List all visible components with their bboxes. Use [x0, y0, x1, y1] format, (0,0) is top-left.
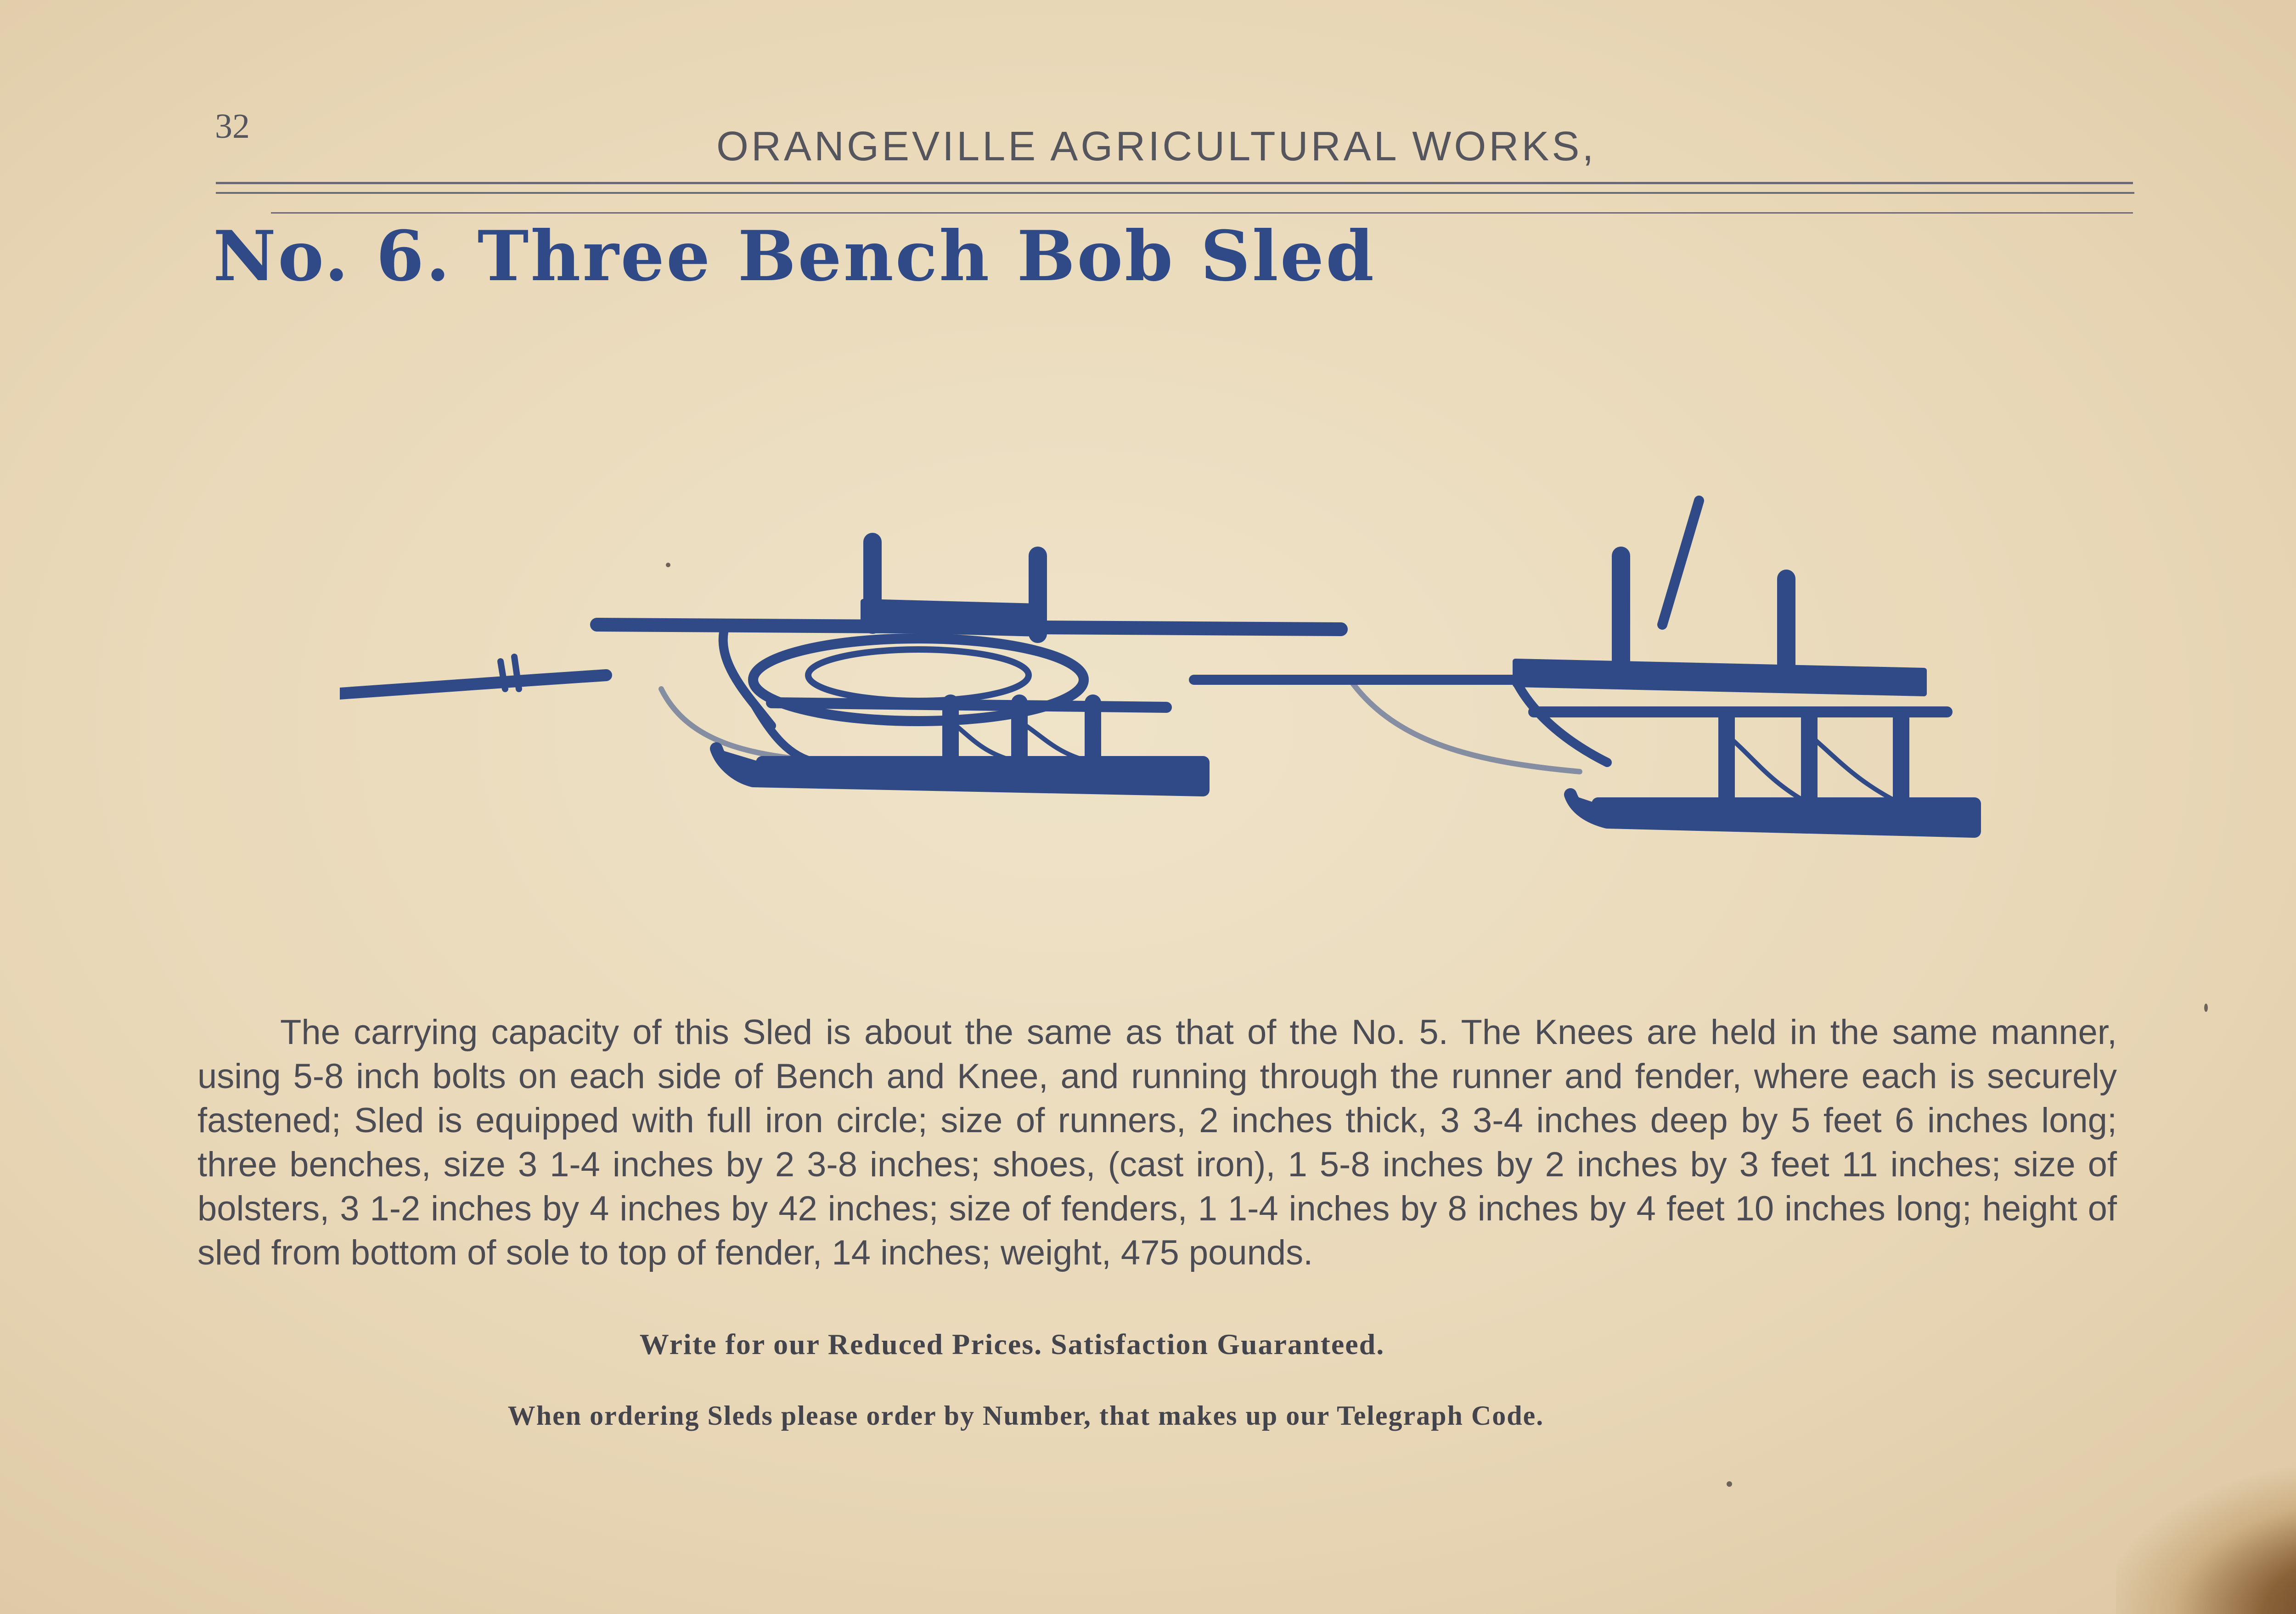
header-rule-bottom	[271, 212, 2133, 214]
ordering-note: When ordering Sleds please order by Number, that makes up our Telegraph Code.	[507, 1400, 1544, 1431]
product-title: No. 6. Three Bench Bob Sled	[213, 216, 1376, 297]
prices-note: Write for our Reduced Prices. Satisfaction Guaranteed.	[639, 1328, 1385, 1360]
header-rule-middle	[216, 192, 2134, 194]
paper-stain	[2116, 1467, 2296, 1614]
paper-speck	[666, 563, 670, 567]
paper-speck	[1727, 1481, 1732, 1487]
product-description: The carrying capacity of this Sled is about the same as that of the No. 5. The Knees are held in the same manner, using 5-8 inch bolts on each side of Bench and Knee, and running through the runner and fender, where each is securely fastened; Sled is equipped with full iron circle; size of runners, 2 inches thick, 3 3-4 inches deep by 5 feet 6 inches long; three benches, size 3 1-4 inches by 2 3-8 inches; shoes, (cast iron), 1 5-8 inches by 2 inches by 3 feet 11 inches; size of bolsters, 3 1-2 inches by 4 inches by 42 inches; size of fenders, 1 1-4 inches by 8 inches by 4 feet 10 inches long; height of sled from bottom of sole to top of fender, 14 inches; weight, 475 pounds.	[197, 1013, 2117, 1272]
header-rule-top	[216, 182, 2133, 184]
paper-speck	[2204, 1004, 2208, 1012]
page-number: 32	[215, 107, 250, 146]
running-head: ORANGEVILLE AGRICULTURAL WORKS,	[716, 124, 1597, 169]
bob-sled-illustration	[340, 487, 1984, 863]
